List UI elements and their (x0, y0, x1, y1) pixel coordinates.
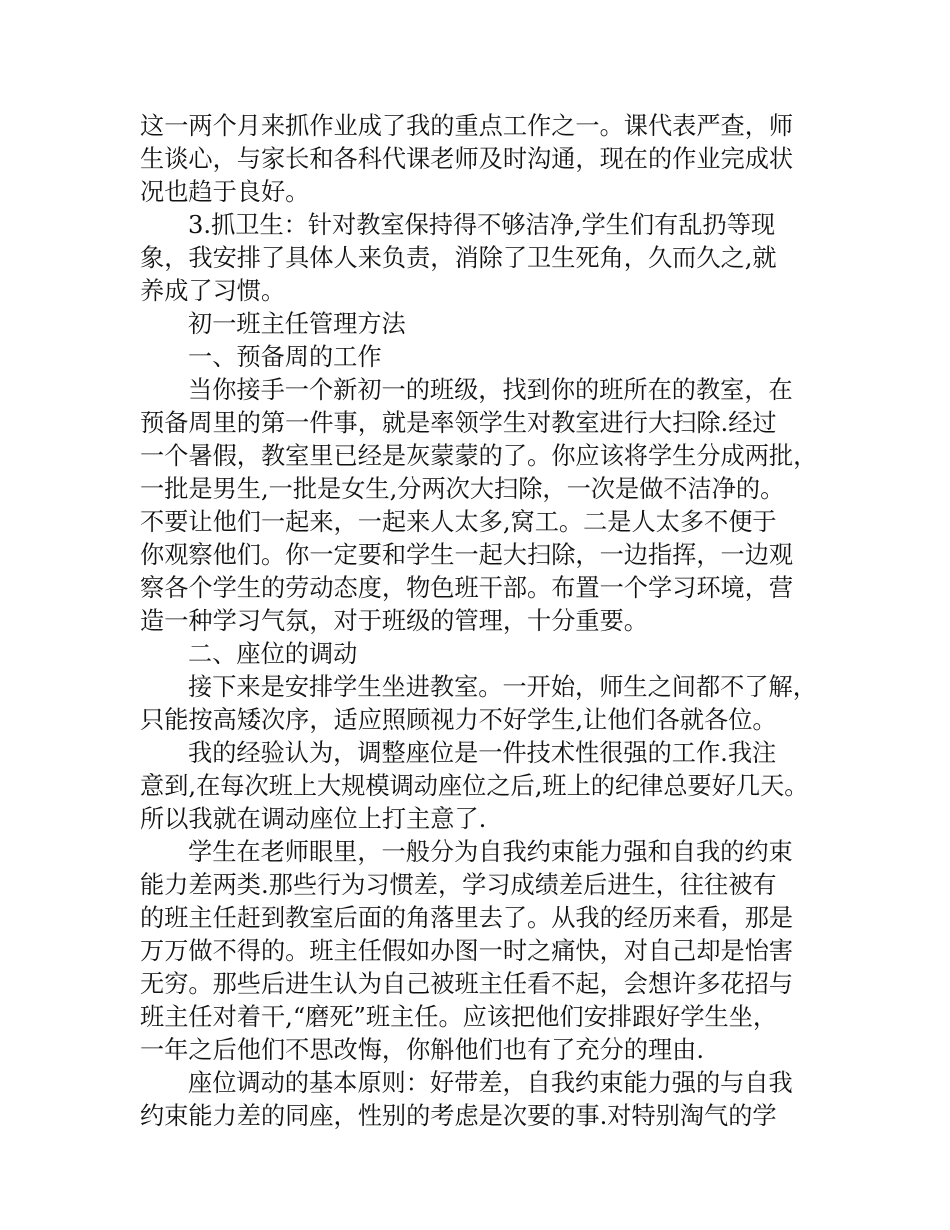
paragraph-line: 一年之后他们不思改悔，你斛他们也有了充分的理由. (140, 1036, 705, 1064)
paragraph-line: 养成了习惯。 (140, 277, 286, 305)
paragraph-line: 这一两个月来抓作业成了我的重点工作之一。课代表严查，师 (140, 112, 794, 140)
paragraph-line: 一个暑假，教室里已经是灰蒙蒙的了。你应该将学生分成两批， (140, 442, 818, 470)
paragraph-line: 能力差两类.那些行为习惯差，学习成绩差后进生，往往被有 (140, 871, 777, 899)
paragraph-first-line: 初一班主任管理方法 (188, 310, 406, 338)
paragraph-line: 况也趋于良好。 (140, 178, 310, 206)
document-page (140, 110, 818, 1133)
paragraph-line: 一批是男生,一批是女生,分两次大扫除，一次是做不洁净的。 (140, 475, 785, 503)
paragraph-line: 象，我安排了具体人来负责，消除了卫生死角，久而久之,就 (140, 244, 777, 272)
paragraph-line: 无穷。那些后进生认为自己被班主任看不起，会想许多花招与 (140, 970, 794, 998)
paragraph-line: 班主任对着干,“磨死”班主任。应该把他们安排跟好学生坐， (140, 1003, 778, 1031)
paragraph-line: 万万做不得的。班主任假如办图一时之痛快，对自己却是怡害 (140, 937, 794, 965)
paragraph-line: 的班主任赶到教室后面的角落里去了。从我的经历来看，那是 (140, 904, 794, 932)
paragraph-first-line: 一、预备周的工作 (188, 343, 382, 371)
paragraph-line: 生谈心，与家长和各科代课老师及时沟通，现在的作业完成状 (140, 145, 794, 173)
paragraph-line: 所以我就在调动座位上打主意了. (140, 805, 487, 833)
paragraph-first-line: 二、座位的调动 (188, 640, 358, 668)
paragraph-first-line: 当你接手一个新初一的班级，找到你的班所在的教室，在 (188, 376, 793, 404)
paragraph-first-line: 3.抓卫生：针对教室保持得不够洁净,学生们有乱扔等现 (188, 211, 776, 239)
paragraph-first-line: 我的经验认为，调整座位是一件技术性很强的工作.我注 (188, 739, 777, 767)
paragraph-line: 察各个学生的劳动态度，物色班干部。布置一个学习环境，营 (140, 574, 794, 602)
paragraph-first-line: 座位调动的基本原则：好带差，自我约束能力强的与自我 (188, 1069, 793, 1097)
paragraph-line: 只能按高矮次序，适应照顾视力不好学生,让他们各就各位。 (140, 706, 777, 734)
paragraph-first-line: 学生在老师眼里，一般分为自我约束能力强和自我的约束 (188, 838, 793, 866)
paragraph-line: 预备周里的第一件事，就是率领学生对教室进行大扫除.经过 (140, 409, 777, 437)
paragraph-line: 意到,在每次班上大规模调动座位之后,班上的纪律总要好几天。 (140, 772, 809, 800)
paragraph-line: 不要让他们一起来，一起来人太多,窝工。二是人太多不便于 (140, 508, 777, 536)
paragraph-line: 约束能力差的同座，性别的考虑是次要的事.对特别淘气的学 (140, 1102, 777, 1130)
paragraph-line: 造一种学习气氛，对于班级的管理，十分重要。 (140, 607, 648, 635)
paragraph-first-line: 接下来是安排学生坐进教室。一开始，师生之间都不了解， (188, 673, 817, 701)
paragraph-line: 你观察他们。你一定要和学生一起大扫除，一边指挥，一边观 (140, 541, 794, 569)
